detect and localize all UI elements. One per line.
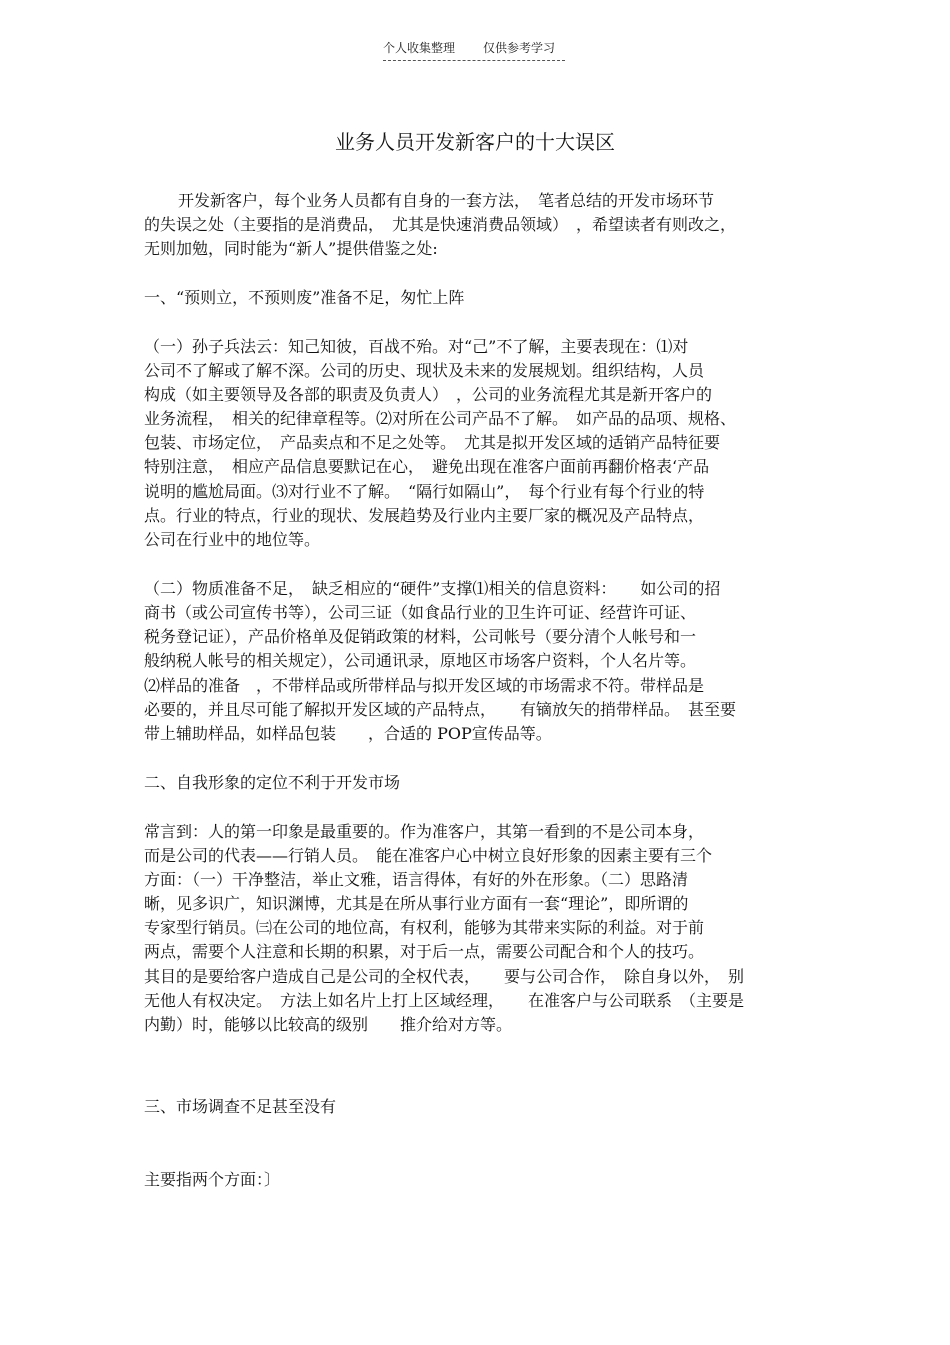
- paragraph-line: 特别注意， 相应产品信息要默记在心， 避免出现在准客户面前再翻价格表‘产品: [144, 457, 710, 476]
- paragraph-line: 点。行业的特点，行业的现状、发展趋势及行业内主要厂家的概况及产品特点，: [144, 506, 705, 525]
- document-title: 业务人员开发新客户的十大误区: [335, 130, 615, 154]
- paragraph-line: 无则加勉，同时能为“新人”提供借鉴之处:: [144, 239, 438, 258]
- paragraph-line: 带上辅助样品，如样品包装 ，合适的 POP宣传品等。: [144, 724, 552, 743]
- paragraph-line: 公司不了解或了解不深。公司的历史、现状及未来的发展规划。组织结构，人员: [144, 361, 705, 380]
- paragraph-line: ⑵样品的准备 ，不带样品或所带样品与拟开发区域的市场需求不符。带样品是: [144, 676, 705, 695]
- paragraph-line: 业务流程， 相关的纪律章程等。⑵对所在公司产品不了解。 如产品的品项、规格、: [144, 409, 737, 428]
- paragraph-line: 晰，见多识广，知识渊博，尤其是在所从事行业方面有一套“理论”，即所谓的: [144, 894, 689, 913]
- section-heading: 三、市场调查不足甚至没有: [144, 1097, 337, 1116]
- header-left-text: 个人收集整理: [383, 41, 456, 55]
- section-heading: 二、自我形象的定位不利于开发市场: [144, 773, 401, 792]
- paragraph-line: 公司在行业中的地位等。: [144, 530, 321, 549]
- paragraph-line: 税务登记证），产品价格单及促销政策的材料，公司帐号（要分清个人帐号和一: [144, 627, 697, 646]
- paragraph-line: 包装、市场定位， 产品卖点和不足之处等。 尤其是拟开发区域的适销产品特征要: [144, 433, 721, 452]
- paragraph-line: （一）孙子兵法云：知己知彼，百战不殆。对“己”不了解，主要表现在：⑴对: [144, 337, 689, 356]
- paragraph-line: 开发新客户，每个业务人员都有自身的一套方法， 笔者总结的开发市场环节: [178, 191, 715, 210]
- paragraph-line: 两点，需要个人注意和长期的积累，对于后一点，需要公司配合和个人的技巧。: [144, 942, 705, 961]
- paragraph-line: 内勤）时，能够以比较高的级别 推介给对方等。: [144, 1015, 513, 1034]
- header-right-text: 仅供参考学习: [483, 41, 556, 55]
- page-header: [383, 40, 565, 61]
- paragraph-line: 专家型行销员。㈢在公司的地位高，有权利，能够为其带来实际的利益。对于前: [144, 918, 705, 937]
- paragraph-line: 而是公司的代表——行销人员。 能在准客户心中树立良好形象的因素主要有三个: [144, 846, 713, 865]
- section-heading: 一、“预则立，不预则废”准备不足，匆忙上阵: [144, 288, 465, 307]
- paragraph-line: 方面：（一）干净整洁，举止文雅，语言得体，有好的外在形象。（二）思路清: [144, 870, 689, 889]
- paragraph-line: 必要的，并且尽可能了解拟开发区域的产品特点， 有镝放矢的捎带样品。 甚至要: [144, 700, 737, 719]
- paragraph-line: 常言到：人的第一印象是最重要的。作为准客户，其第一看到的不是公司本身，: [144, 822, 705, 841]
- paragraph-line: 主要指两个方面：〕: [144, 1170, 281, 1189]
- paragraph-line: 商书（或公司宣传书等），公司三证（如食品行业的卫生许可证、经营许可证、: [144, 603, 697, 622]
- paragraph-line: （二）物质准备不足， 缺乏相应的“硬件”支撑⑴相关的信息资料： 如公司的招: [144, 579, 721, 598]
- paragraph-line: 的失误之处（主要指的是消费品， 尤其是快速消费品领域） ，希望读者有则改之，: [144, 215, 737, 234]
- paragraph-line: 无他人有权决定。 方法上如名片上打上区域经理， 在准客户与公司联系 （主要是: [144, 991, 745, 1010]
- paragraph-line: 其目的是要给客户造成自己是公司的全权代表， 要与公司合作， 除自身以外， 别: [144, 967, 745, 986]
- paragraph-line: 般纳税人帐号的相关规定），公司通讯录，原地区市场客户资料，个人名片等。: [144, 651, 697, 670]
- paragraph-line: 说明的尴尬局面。⑶对行业不了解。 “隔行如隔山”， 每个行业有每个行业的特: [144, 482, 705, 501]
- paragraph-line: 构成（如主要领导及各部的职责及负责人） ，公司的业务流程尤其是新开客户的: [144, 385, 713, 404]
